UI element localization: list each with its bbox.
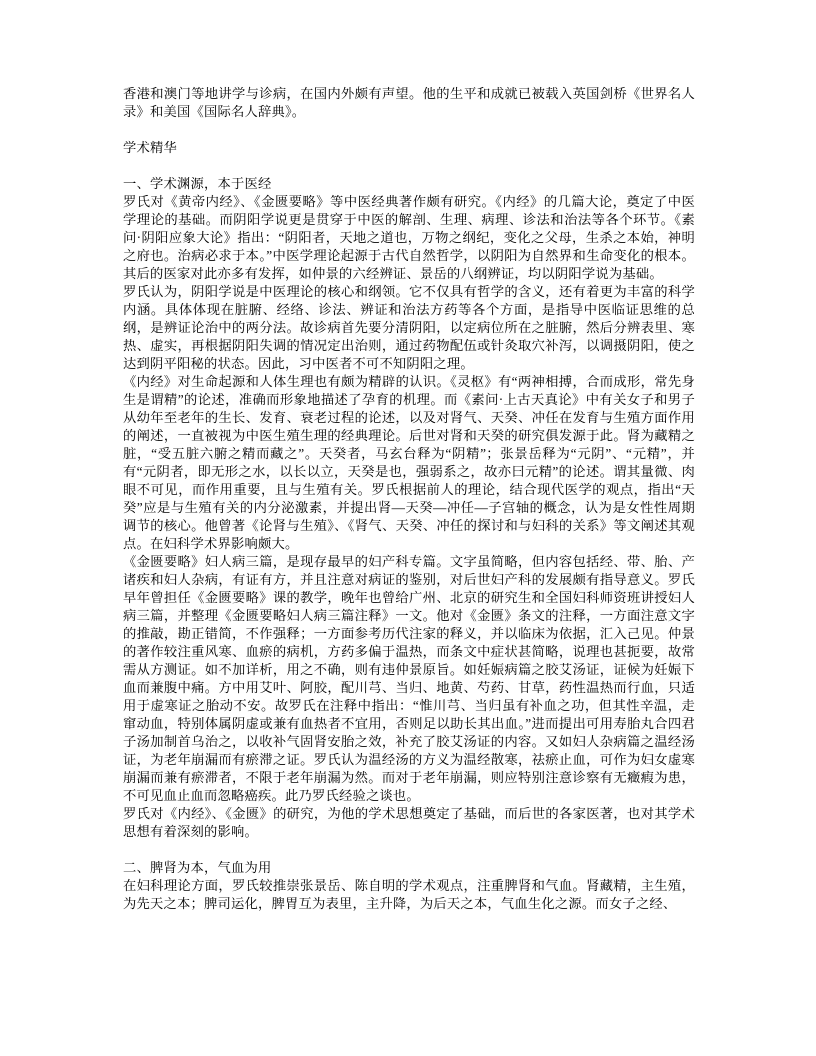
paragraph-spleen-kidney-qi-blood: 在妇科理论方面，罗氏较推崇张景岳、陈自明的学术观点，注重脾肾和气血。肾藏精，主生殖，为先天之本；脾司运化，脾胃互为表里，主升降，为后天之本，气血生化之源。而女子之经、 [123,878,695,911]
paragraph-continuation: 香港和澳门等地讲学与诊病，在国内外颇有声望。他的生平和成就已被载入英国剑桥《世界名人录》和美国《国际名人辞典》。 [123,86,695,119]
paragraph-jingui-gynecology: 《金匮要略》妇人病三篇，是现存最早的妇产科专篇。文字虽简略，但内容包括经、带、胎、产诸疾和妇人杂病，有证有方，并且注意对病证的鉴别，对后世妇产科的发展颇有指导意义。罗氏早年曾担任《金匮要略》课的教学，晚年也曾给广州、北京的研究生和全国妇科师资班讲授妇人病三篇，并整理《金匮要略妇人病三篇注释》一文。他对《金匮》条文的注释，一方面注意文字的推敲，勘正错简，不作强释；一方面参考历代注家的释义，并以临床为依据，汇入己见。仲景的著作较注重风寒、血瘀的病机，方药多偏于温热，而条文中症状甚简略，说理也甚扼要，故常需从方测证。如不加详析，用之不确，则有违仲景原旨。如妊娠病篇之胶艾汤证，证候为妊娠下血而兼腹中痛。方中用艾叶、阿胶，配川芎、当归、地黄、芍药、甘草，药性温热而行血，只适用于虚寒证之胎动不安。故罗氏在注释中指出：“惟川芎、当归虽有补血之功，但其性辛温，走窜动血，特别体属阴虚或兼有血热者不宜用，否则足以助长其出血。”进而提出可用寿胎丸合四君子汤加制首乌治之，以收补气固肾安胎之效，补充了胶艾汤证的内容。又如妇人杂病篇之温经汤证，为老年崩漏而有瘀滞之证。罗氏认为温经汤的方义为温经散寒，祛瘀止血，可作为妇女虚寒崩漏而兼有瘀滞者，不限于老年崩漏为然。而对于老年崩漏，则应特别注意诊察有无癥瘕为患，不可见血止血而忽略癌疾。此乃罗氏经验之谈也。 [123,554,695,803]
paragraph-neijing-reproduction: 《内经》对生命起源和人体生理也有颇为精辟的认识。《灵枢》有“两神相搏，合而成形，常先身生是谓精”的论述，准确而形象地描述了孕育的机理。而《素问·上古天真论》中有关女子和男子从幼年至老年的生长、发育、衰老过程的论述，以及对肾气、天癸、冲任在发育与生殖方面作用的阐述，一直被视为中医生殖生理的经典理论。后世对肾和天癸的研究俱发源于此。肾为藏精之脏，“受五脏六腑之精而藏之”。天癸者，马玄台释为“阴精”；张景岳释为“元阴”、“元精”，并有“元阴者，即无形之水，以长以立，天癸是也，强弱系之，故亦曰元精”的论述。谓其量微、肉眼不可见，而作用重要，且与生殖有关。罗氏根据前人的理论，结合现代医学的观点，指出“天癸”应是与生殖有关的内分泌激素，并提出肾—天癸—冲任—子宫轴的概念，认为是女性性周期调节的核心。他曾著《论肾与生殖》、《肾气、天癸、冲任的探讨和与妇科的关系》等文阐述其观点。在妇科学术界影响颇大。 [123,374,695,551]
paragraph-yinyang-classics: 罗氏对《黄帝内经》、《金匮要略》等中医经典著作颇有研究。《内经》的几篇大论，奠定了中医学理论的基础。而阴阳学说更是贯穿于中医的解剖、生理、病理、诊法和治法等各个环节。《素问·阴阳应象大论》指出：“阴阳者，天地之道也，万物之纲纪，变化之父母，生杀之本始，神明之府也。治病必求于本。”中医学理论起源于古代自然哲学，以阴阳为自然界和生命变化的根本。其后的医家对此亦多有发挥，如仲景的六经辨证、景岳的八纲辨证，均以阴阳学说为基础。 [123,194,695,281]
paragraph-yinyang-core-theory: 罗氏认为，阴阳学说是中医理论的核心和纲领。它不仅具有哲学的含义，还有着更为丰富的科学内涵。具体体现在脏腑、经络、诊法、辨证和治法方药等各个方面，是指导中医临证思维的总纲，是辨证论治中的两分法。故诊病首先要分清阴阳，以定病位所在之脏腑，然后分辨表里、寒热、虚实，再根据阴阳失调的情况定出治则，通过药物配伍或针灸取穴补泻，以调摄阴阳，使之达到阴平阳秘的状态。因此，习中医者不可不知阴阳之理。 [123,284,695,371]
section-heading-2: 二、脾肾为本，气血为用 [123,860,272,875]
paragraph-research-foundation: 罗氏对《内经》、《金匮》的研究，为他的学术思想奠定了基础，而后世的各家医著，也对其学术思想有着深刻的影响。 [123,806,695,839]
chapter-heading-academic-essence: 学术精华 [123,140,177,155]
section-heading-1: 一、学术渊源，本于医经 [123,176,272,191]
